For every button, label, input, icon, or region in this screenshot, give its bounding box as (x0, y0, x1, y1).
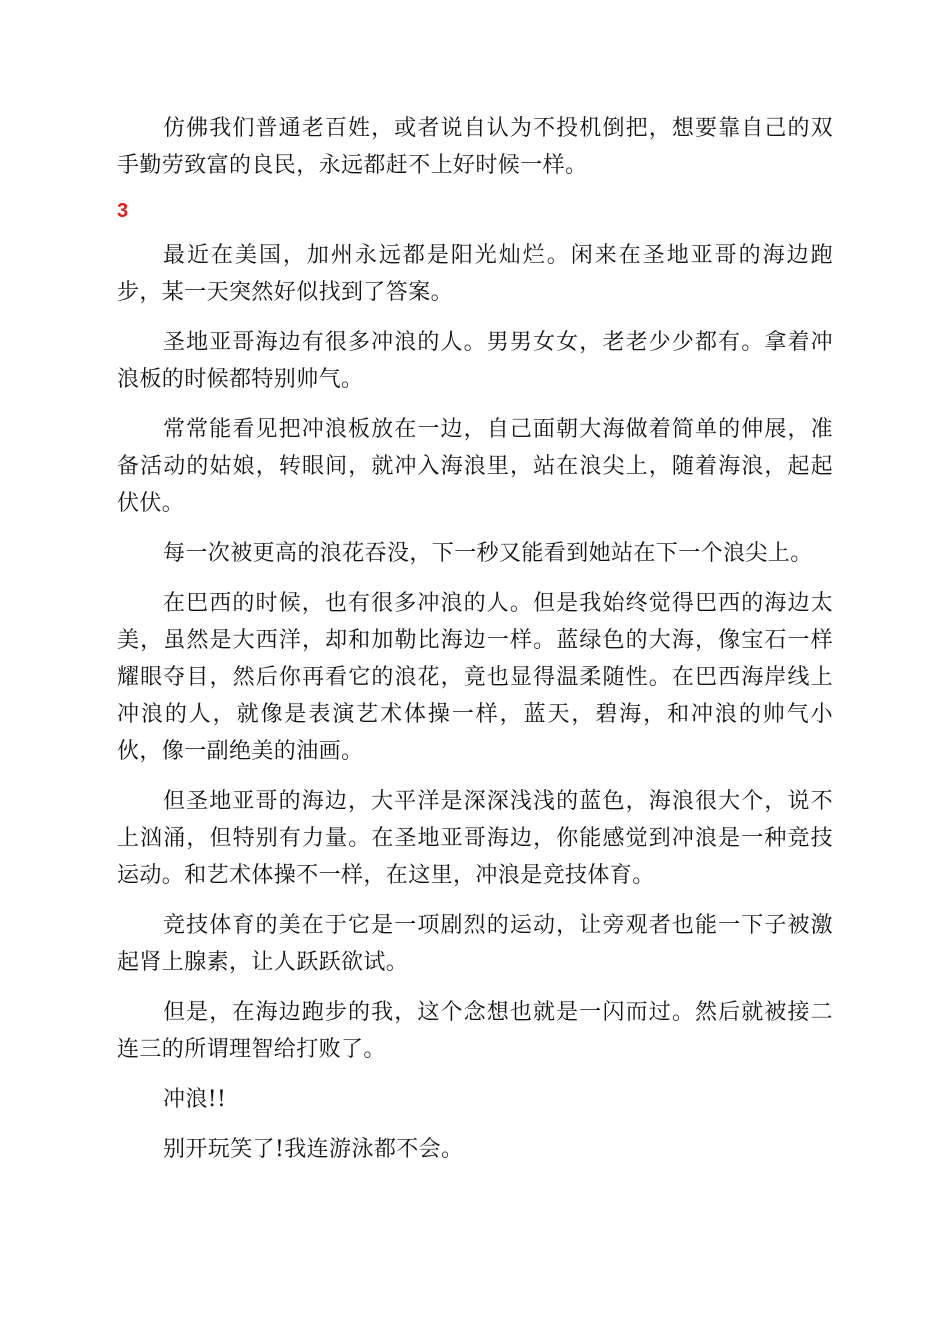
section-number: 3 (117, 200, 129, 222)
paragraph: 最近在美国，加州永远都是阳光灿烂。闲来在圣地亚哥的海边跑步，某一天突然好似找到了答案。 (117, 243, 833, 305)
paragraph: 冲浪!! (163, 1087, 227, 1112)
paragraph: 竞技体育的美在于它是一项剧烈的运动，让旁观者也能一下子被激起肾上腺素，让人跃跃欲试。 (117, 913, 833, 975)
paragraph-intro: 仿佛我们普通老百姓，或者说自认为不投机倒把，想要靠自己的双手勤劳致富的良民，永远都赶不上好时候一样。 (117, 116, 833, 178)
paragraph: 圣地亚哥海边有很多冲浪的人。男男女女，老老少少都有。拿着冲浪板的时候都特别帅气。 (117, 330, 833, 392)
paragraph: 但是，在海边跑步的我，这个念想也就是一闪而过。然后就被接二连三的所谓理智给打败了。 (117, 1000, 833, 1062)
paragraph: 常常能看见把冲浪板放在一边，自己面朝大海做着简单的伸展，准备活动的姑娘，转眼间，就冲入海浪里，站在浪尖上，随着海浪，起起伏伏。 (117, 417, 833, 516)
paragraph: 每一次被更高的浪花吞没，下一秒又能看到她站在下一个浪尖上。 (163, 541, 813, 566)
paragraph: 但圣地亚哥的海边，大平洋是深深浅浅的蓝色，海浪很大个，说不上汹涌，但特别有力量。在圣地亚哥海边，你能感觉到冲浪是一种竞技运动。和艺术体操不一样，在这里，冲浪是竞技体育。 (117, 789, 833, 888)
paragraph: 别开玩笑了!我连游泳都不会。 (163, 1137, 464, 1162)
article-body (117, 110, 833, 1181)
paragraph: 在巴西的时候，也有很多冲浪的人。但是我始终觉得巴西的海边太美，虽然是大西洋，却和加勒比海边一样。蓝绿色的大海，像宝石一样耀眼夺目，然后你再看它的浪花，竟也显得温柔随性。在巴西海岸线上冲浪的人，就像是表演艺术体操一样，蓝天，碧海，和冲浪的帅气小伙，像一副绝美的油画。 (117, 591, 833, 764)
